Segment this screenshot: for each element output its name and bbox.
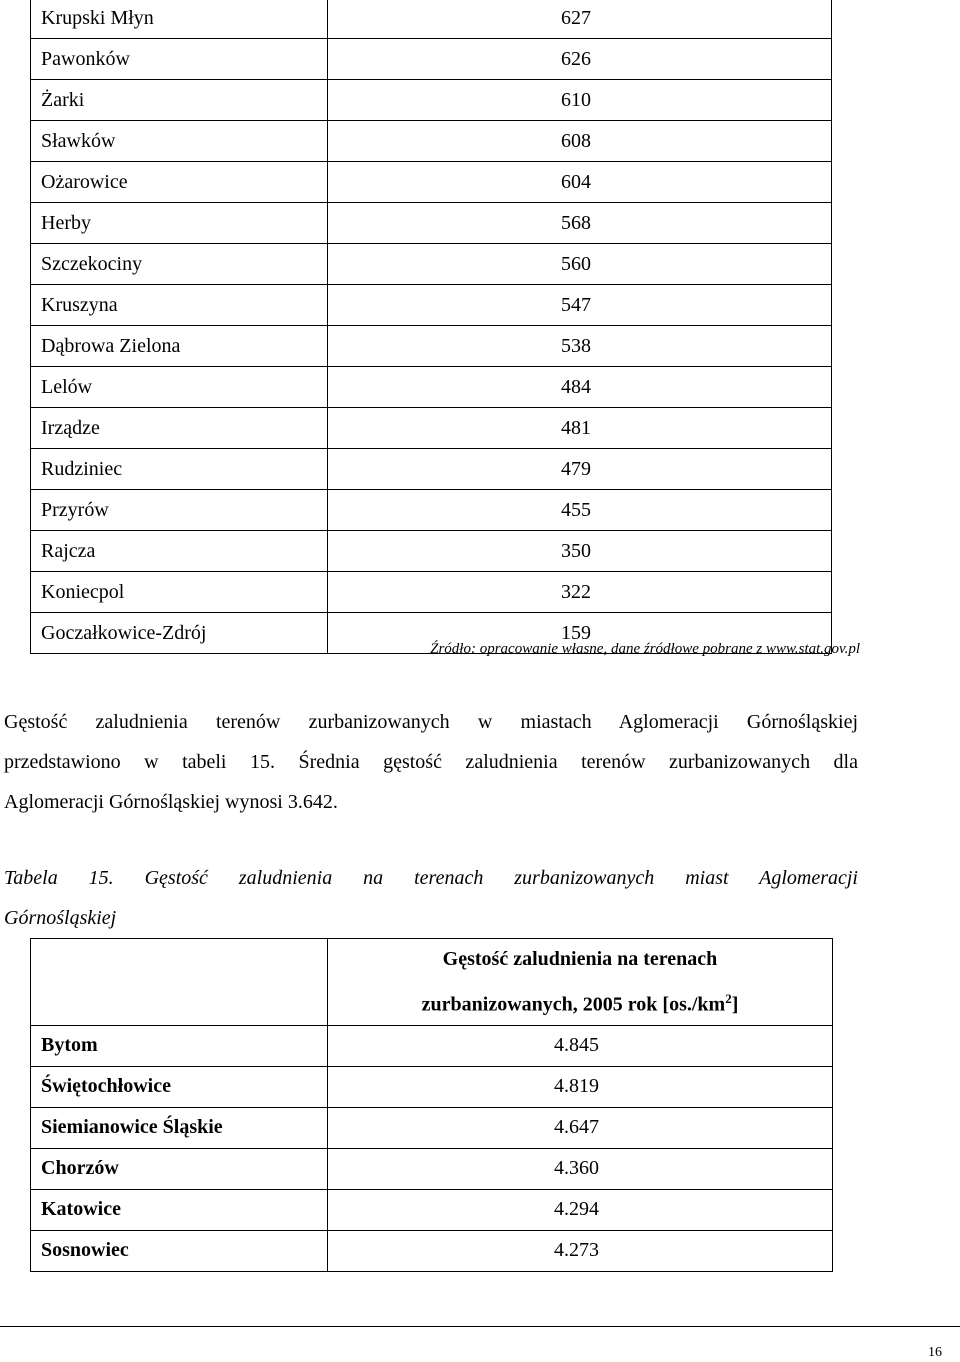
row-name: Dąbrowa Zielona (31, 326, 328, 367)
row-name: Bytom (31, 1025, 328, 1066)
row-value: 568 (328, 203, 832, 244)
table-row (31, 367, 832, 408)
row-name: Rajcza (31, 531, 328, 572)
row-name: Sosnowiec (31, 1230, 328, 1271)
row-value: 479 (328, 449, 832, 490)
table-row (31, 0, 832, 39)
row-name: Kruszyna (31, 285, 328, 326)
row-value: 626 (328, 39, 832, 80)
row-value: 4.647 (328, 1107, 833, 1148)
row-value: 538 (328, 326, 832, 367)
row-value: 608 (328, 121, 832, 162)
header-text: zurbanizowanych, 2005 rok [os./km (421, 993, 726, 1016)
row-value: 350 (328, 531, 832, 572)
caption-line: Górnośląskiej (4, 907, 117, 929)
row-name: Przyrów (31, 490, 328, 531)
row-name: Siemianowice Śląskie (31, 1107, 328, 1148)
row-value: 484 (328, 367, 832, 408)
table-header-row (31, 939, 833, 1026)
row-name: Koniecpol (31, 572, 328, 613)
row-name: Pawonków (31, 39, 328, 80)
table-row (31, 326, 832, 367)
header-line (328, 979, 832, 1025)
row-name: Herby (31, 203, 328, 244)
table-row (31, 285, 832, 326)
density-table (30, 938, 833, 1272)
row-name: Ożarowice (31, 162, 328, 203)
row-value: 4.819 (328, 1066, 833, 1107)
row-name: Rudziniec (31, 449, 328, 490)
row-name: Sławków (31, 121, 328, 162)
row-value: 604 (328, 162, 832, 203)
row-name: Goczałkowice-Zdrój (31, 613, 328, 654)
paragraph-line: przedstawiono w tabeli 15. Średnia gęstość zaludnienia terenów zurbanizowanych dla (4, 751, 858, 773)
row-name: Chorzów (31, 1148, 328, 1189)
table-row (31, 1066, 833, 1107)
row-value: 481 (328, 408, 832, 449)
row-value: 322 (328, 572, 832, 613)
row-value: 560 (328, 244, 832, 285)
table-row (31, 121, 832, 162)
caption-line: Tabela 15. Gęstość zaludnienia na terenach zurbanizowanych miast Aglomeracji (4, 867, 858, 889)
table-row (31, 531, 832, 572)
table-row (31, 449, 832, 490)
row-value: 159 (328, 613, 832, 654)
table-row (31, 80, 832, 121)
table-row (31, 408, 832, 449)
row-value: 547 (328, 285, 832, 326)
row-value: 4.360 (328, 1148, 833, 1189)
row-value: 455 (328, 490, 832, 531)
source-note: Źródło: opracowanie własne, dane źródłowe pobrane z www.stat.gov.pl (430, 641, 860, 657)
row-name: Irządze (31, 408, 328, 449)
table-row (31, 1189, 833, 1230)
header-empty-cell (31, 939, 328, 1026)
footer-divider (0, 1326, 960, 1327)
row-value: 627 (328, 0, 832, 39)
table-row (31, 1148, 833, 1189)
row-value: 4.273 (328, 1230, 833, 1271)
row-name: Żarki (31, 80, 328, 121)
table-row (31, 1230, 833, 1271)
table-row (31, 39, 832, 80)
paragraph-line: Gęstość zaludnienia terenów zurbanizowanych w miastach Aglomeracji Górnośląskiej (4, 711, 858, 733)
body-paragraph (4, 702, 858, 822)
column-header (328, 939, 833, 1026)
paragraph-line: Aglomeracji Górnośląskiej wynosi 3.642. (4, 791, 338, 813)
table-row (31, 1025, 833, 1066)
header-line: Gęstość zaludnienia na terenach (442, 948, 718, 970)
table-row (31, 490, 832, 531)
header-superscript: 2 (725, 991, 732, 1006)
page-number: 16 (928, 1345, 942, 1360)
row-value: 4.294 (328, 1189, 833, 1230)
row-name: Katowice (31, 1189, 328, 1230)
row-name: Lelów (31, 367, 328, 408)
table-row (31, 203, 832, 244)
table-row (31, 572, 832, 613)
row-value: 4.845 (328, 1025, 833, 1066)
table-caption (4, 858, 858, 938)
header-text: ] (731, 993, 739, 1016)
row-value: 610 (328, 80, 832, 121)
table-row (31, 162, 832, 203)
municipality-values-table (30, 0, 832, 654)
table-row (31, 244, 832, 285)
row-name: Świętochłowice (31, 1066, 328, 1107)
table-row (31, 1107, 833, 1148)
row-name: Szczekociny (31, 244, 328, 285)
row-name: Krupski Młyn (31, 0, 328, 39)
